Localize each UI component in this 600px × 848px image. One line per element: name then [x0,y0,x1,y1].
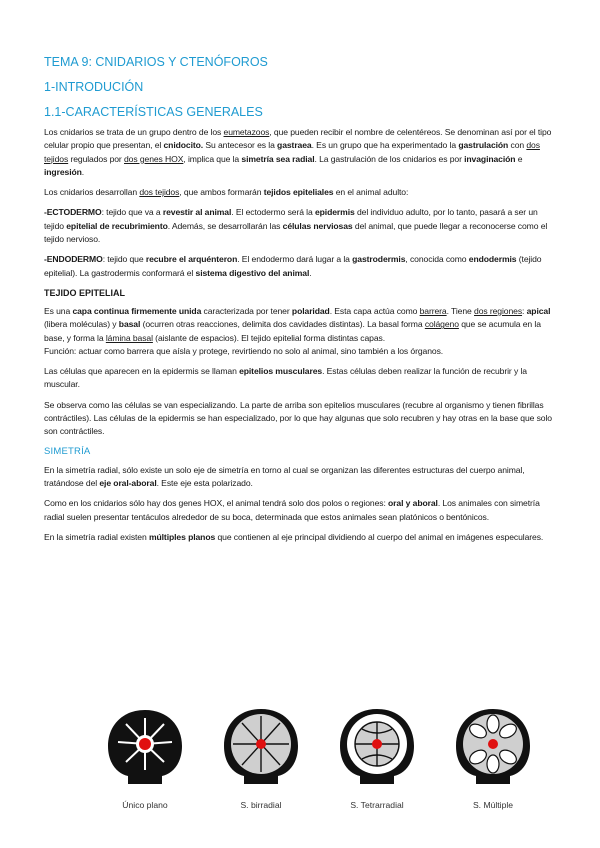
unico-plano-diagram [102,704,188,790]
paragraph-planos: En la simetría radial existen múltiples planos que contienen al eje principal dividiendo al cuerpo del animal en imágenes especulares. [44,531,544,542]
paragraph-simetria-radial: En la simetría radial, sólo existe un solo eje de simetría en torno al cual se organizan las diferentes estructuras del cuerpo animal, tratándose del eje oral-aboral. Este eje esta polarizado. [44,464,525,488]
symmetry-figure [90,700,560,812]
symmetry-panel-unico [90,700,200,812]
symmetry-panel-birradial [206,700,316,812]
chapter-title: TEMA 9: CNIDARIOS Y CTENÓFOROS [44,55,268,69]
caption-birradial: S. birradial [240,800,282,810]
tetrarradial-diagram [334,704,420,790]
caption-multiple: S. Múltiple [472,800,514,810]
caption-unico-plano: Único plano [122,800,168,810]
subsection-title: 1.1-CARACTERÍSTICAS GENERALES [44,105,263,119]
paragraph-capa-continua: Es una capa continua firmemente unida caracterizada por tener polaridad. Esta capa actúa como barrera. Tiene dos regiones: apical (libera moléculas) y basal (ocurren otras reacciones, delimita dos cavidades distintas). La basal forma colágeno que se acumula en la base, y forma la lámina basal (aislante de espacios). El tejido epitelial forma distintas capas. Función: actuar como barrera que aísla y protege, revirtiendo no solo al animal, sino también a los órganos. [44,305,551,356]
paragraph-ectodermo: -ECTODERMO: tejido que va a revestir al animal. El ectodermo será la epidermis del individuo adulto, por lo tanto, pasará a ser un tejido epitelial de recubrimiento. Además, se desarrollarán las células nerviosas del animal, que puede llegar a reconocerse como el tejido nervioso. [44,207,548,245]
simetria-heading: SIMETRÍA [44,445,91,457]
paragraph-epitelios-musculares: Las células que aparecen en la epidermis se llaman epitelios musculares. Estas células deben realizar la función de recubrir y la muscular. [44,366,527,390]
document-content [44,54,559,551]
birradial-diagram [218,704,304,790]
paragraph-tejidos: Los cnidarios desarrollan dos tejidos, que ambos formarán tejidos epiteliales en el animal adulto: [44,187,409,198]
symmetry-panel-multiple [438,700,548,812]
multiple-diagram [450,704,536,790]
paragraph-polos: Como en los cnidarios sólo hay dos genes HOX, el animal tendrá solo dos polos o regiones: oral y aboral. Los animales con simetría radial suelen presentar tentáculos alrededor de su boca, determinada que estos animales sean platónicos o bentónicos. [44,498,540,522]
section-title: 1-INTRODUCIÓN [44,80,144,94]
paragraph-intro: Los cnidarios se trata de un grupo dentro de los eumetazoos, que pueden recibir el nombre de celentéreos. Se denominan así por el tipo celular propio que presentan, el cnidocito. Su antecesor es la gastraea. Es un grupo que ha experimentado la gastrulación con dos tejidos regulados por dos genes HOX, implica que la simetría sea radial. La gastrulación de los cnidarios es por invaginación e ingresión. [44,127,552,177]
caption-tetrarradial: S. Tetrarradial [350,800,404,810]
tejido-epitelial-heading: TEJIDO EPITELIAL [44,287,126,298]
paragraph-endodermo: -ENDODERMO: tejido que recubre el arquénteron. El endodermo dará lugar a la gastrodermis, conocida como endodermis (tejido epitelial). La gastrodermis conformará el sistema digestivo del animal. [44,254,542,278]
symmetry-panel-tetrarradial [322,700,432,812]
paragraph-especializacion: Se observa como las células se van especializando. La parte de arriba son epitelios musculares (recubre al organismo y tienen fibrillas contráctiles). Las células de la epidermis se han especializado, por lo que hay algunas que solo recubren y hay otras en la base que solo son contráctiles. [44,399,552,437]
